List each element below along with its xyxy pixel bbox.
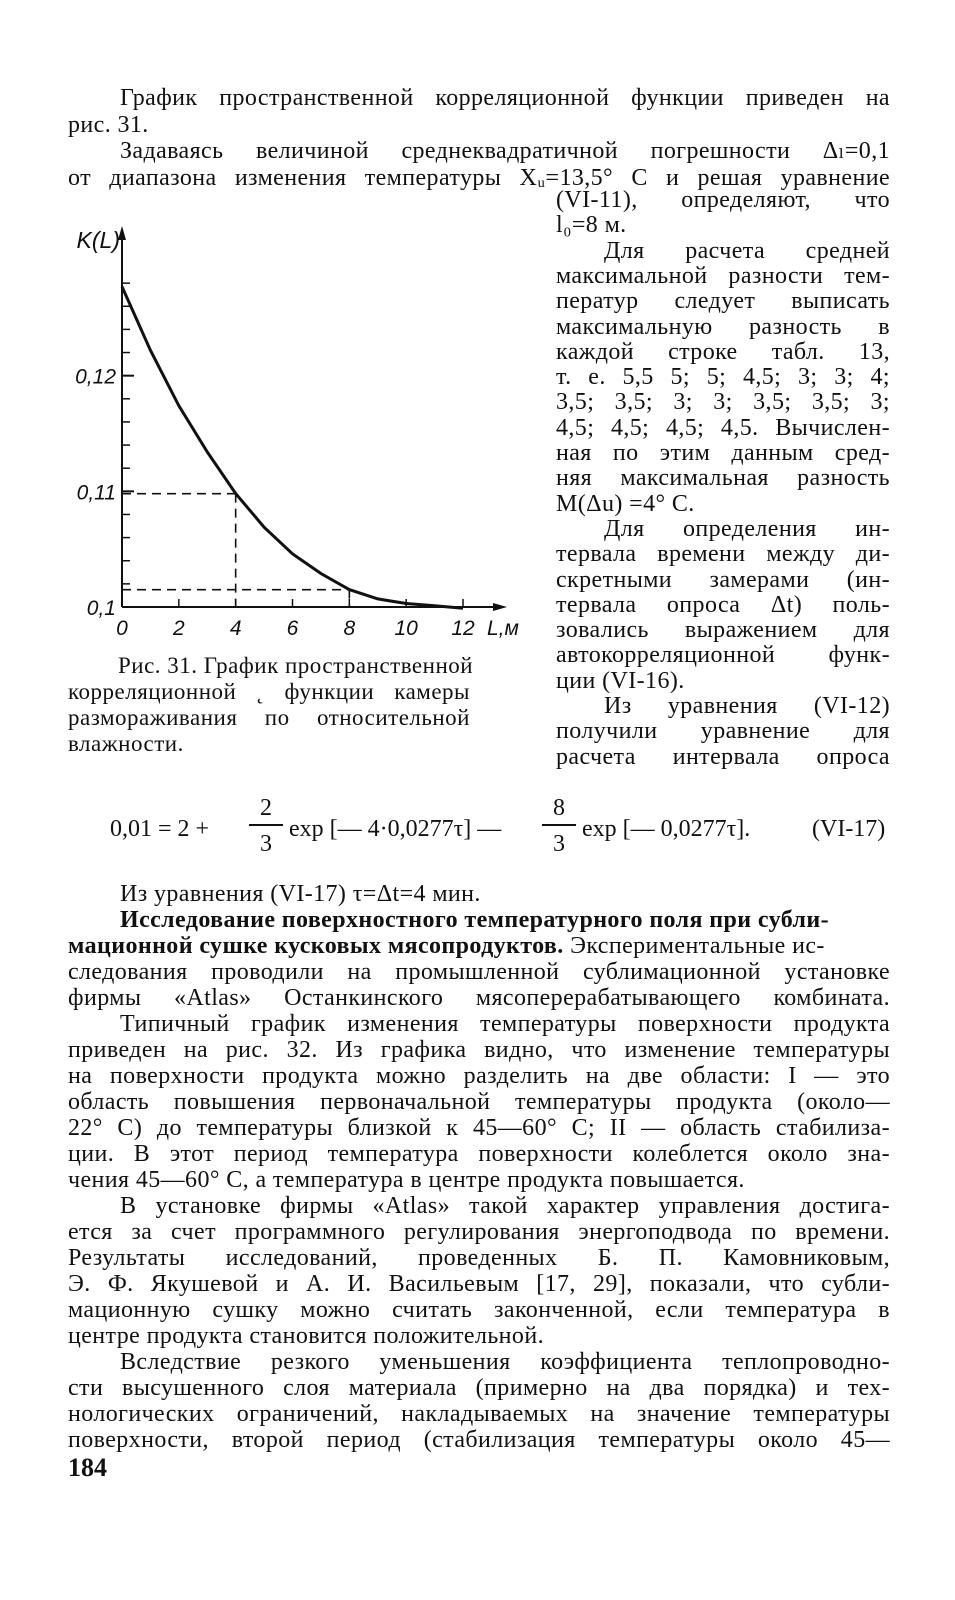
right-col-line: скретными замерами (ин-	[556, 566, 890, 593]
x-tick-label: 6	[286, 617, 299, 640]
right-col-line: ции (VI-16).	[556, 667, 685, 694]
section-text: Экспериментальные ис-	[563, 933, 825, 959]
y-tick-label: 0,12	[75, 365, 116, 389]
equation-numerator-1: 2	[260, 795, 272, 821]
bottom-lines-line: чения 45—60° С, а температура в центре продукта повышается.	[68, 1167, 745, 1193]
bottom-lines-line: мационную сушку можно считать законченной, если температура в	[68, 1297, 890, 1323]
caption-line: Рис. 31. График пространственной	[118, 653, 474, 678]
bottom-lines-line: ется за счет программного регулирования энергоподвода по времени.	[68, 1219, 890, 1245]
correlation-curve	[122, 287, 463, 609]
right-col-line: максимальной разности тем-	[556, 262, 890, 289]
bottom-lines-line: 22° С) до температуры близкой к 45—60° С; II — область стабилиза-	[68, 1115, 890, 1141]
bottom-lines-line: нологических ограничений, накладываемых на значение температуры	[68, 1401, 890, 1427]
bottom-lines-line: сти высушенного слоя материала (примерно на два порядка) и тех-	[68, 1375, 890, 1401]
bottom-lines-line: Типичный график изменения температуры поверхности продукта	[120, 1011, 890, 1037]
section-heading-line-1	[120, 907, 888, 933]
right-col-line: т. е. 5,5 5; 5; 4,5; 3; 3; 4;	[556, 364, 890, 391]
right-col-line: тервала опроса Δt) поль-	[556, 591, 890, 618]
equation-tail: exp [— 0,0277τ].	[582, 816, 751, 842]
bottom-lines-line: поверхности, второй период (стабилизация температуры около 45—	[68, 1427, 890, 1453]
right-col-line: тервала времени между ди-	[556, 541, 890, 568]
y-axis-label: K(L)	[76, 227, 120, 253]
caption-line: размораживания по относительной	[68, 705, 470, 730]
bottom-lines-line: Результаты исследований, проведенных Б. П. Камовниковым,	[68, 1245, 890, 1271]
top-lines-line: от диапазона изменения температуры Xᵤ=13,5° С и решая уравнение	[68, 164, 890, 191]
right-col-line: получили уравнение для	[556, 718, 890, 745]
y-tick-label: 0,1	[86, 597, 116, 620]
right-col-line: 3,5; 3,5; 3; 3; 3,5; 3,5; 3;	[556, 389, 890, 416]
bottom-lines-line: фирмы «Atlas» Останкинского мясоперерабатывающего комбината.	[68, 985, 890, 1011]
top-lines-line: Задаваясь величиной среднеквадратичной погрешности Δₗ=0,1	[120, 138, 890, 164]
x-tick-label: 12	[451, 617, 475, 640]
right-col-line: зовались выражением для	[556, 617, 890, 644]
bottom-lines-line: следования проводили на промышленной сублимационной установке	[68, 959, 890, 985]
right-col-line: ная по этим данным сред-	[556, 440, 890, 466]
right-col-line: M(Δu) =4° С.	[556, 490, 695, 517]
x-tick-label: 0	[116, 617, 128, 640]
bottom-lines-line: Вследствие резкого уменьшения коэффициента теплопроводно-	[120, 1349, 890, 1375]
equation-label: (VI-17)	[812, 816, 886, 842]
right-col-line: максимальную разность в	[556, 313, 890, 340]
x-axis-label: L,м	[487, 617, 519, 640]
caption-line: влажности.	[68, 731, 184, 756]
equation-lhs: 0,01 = 2 +	[110, 816, 210, 842]
x-axis-arrow	[493, 603, 507, 611]
equation-numerator-2: 8	[553, 795, 565, 821]
right-col-line: Для определения ин-	[604, 515, 890, 542]
section-heading-line-2	[68, 933, 825, 959]
bottom-lines-line: В установке фирмы «Atlas» такой характер управления достига-	[120, 1193, 890, 1219]
x-tick-label: 2	[172, 617, 185, 640]
right-col-line: l₀=8 м.	[556, 212, 627, 239]
right-col-line: расчета интервала опроса	[556, 743, 890, 770]
equation-middle: exp [— 4·0,0277τ] —	[289, 816, 502, 842]
right-col-line: каждой строке табл. 13,	[556, 338, 890, 365]
section-heading: Исследование поверхностного температурного поля при субли-	[120, 907, 829, 933]
equation-denominator-2: 3	[553, 831, 565, 857]
bottom-lines-line: ции. В этот период температура поверхности колеблется около зна-	[68, 1141, 890, 1167]
correlation-chart	[60, 210, 530, 650]
right-col-line: Для расчета средней	[604, 237, 890, 264]
caption-line: корреляционной ˛ функции камеры	[68, 679, 470, 704]
bottom-lines-line: центре продукта становится положительной.	[68, 1323, 544, 1349]
bottom-lines-line: область повышения первоначальной температуры продукта (около—	[68, 1089, 890, 1115]
bottom-lines-line: Э. Ф. Якушевой и А. И. Васильевым [17, 29], показали, что субли-	[68, 1271, 890, 1297]
right-col-line: Из уравнения (VI-12)	[604, 693, 890, 719]
x-tick-label: 8	[343, 617, 356, 640]
right-col-line: автокорреляционной функ-	[556, 642, 890, 669]
top-lines-line: рис. 31.	[68, 111, 149, 138]
x-tick-label: 4	[229, 617, 242, 640]
top-lines-line: График пространственной корреляционной функции приведен на	[120, 85, 890, 111]
fraction-bar-1	[249, 824, 283, 826]
equation-result: Из уравнения (VI-17) τ=Δt=4 мин.	[120, 881, 481, 907]
bottom-lines-line: приведен на рис. 32. Из графика видно, что изменение температуры	[68, 1037, 890, 1063]
fraction-bar-2	[542, 824, 576, 826]
y-tick-label: 0,11	[76, 481, 116, 505]
right-col-line: няя максимальная разность	[556, 465, 890, 492]
x-tick-label: 10	[394, 617, 418, 640]
page-number: 184	[68, 1453, 107, 1482]
right-col-line: 4,5; 4,5; 4,5; 4,5. Вычислен-	[556, 414, 890, 441]
right-col-line: (VI-11), определяют, что	[556, 187, 890, 213]
right-col-line: ператур следует выписать	[556, 288, 890, 315]
equation-denominator-1: 3	[260, 831, 272, 857]
bottom-lines-line: на поверхности продукта можно разделить на две области: I — это	[68, 1063, 890, 1089]
section-heading-cont: мационной сушке кусковых мясопродуктов.	[68, 933, 564, 959]
